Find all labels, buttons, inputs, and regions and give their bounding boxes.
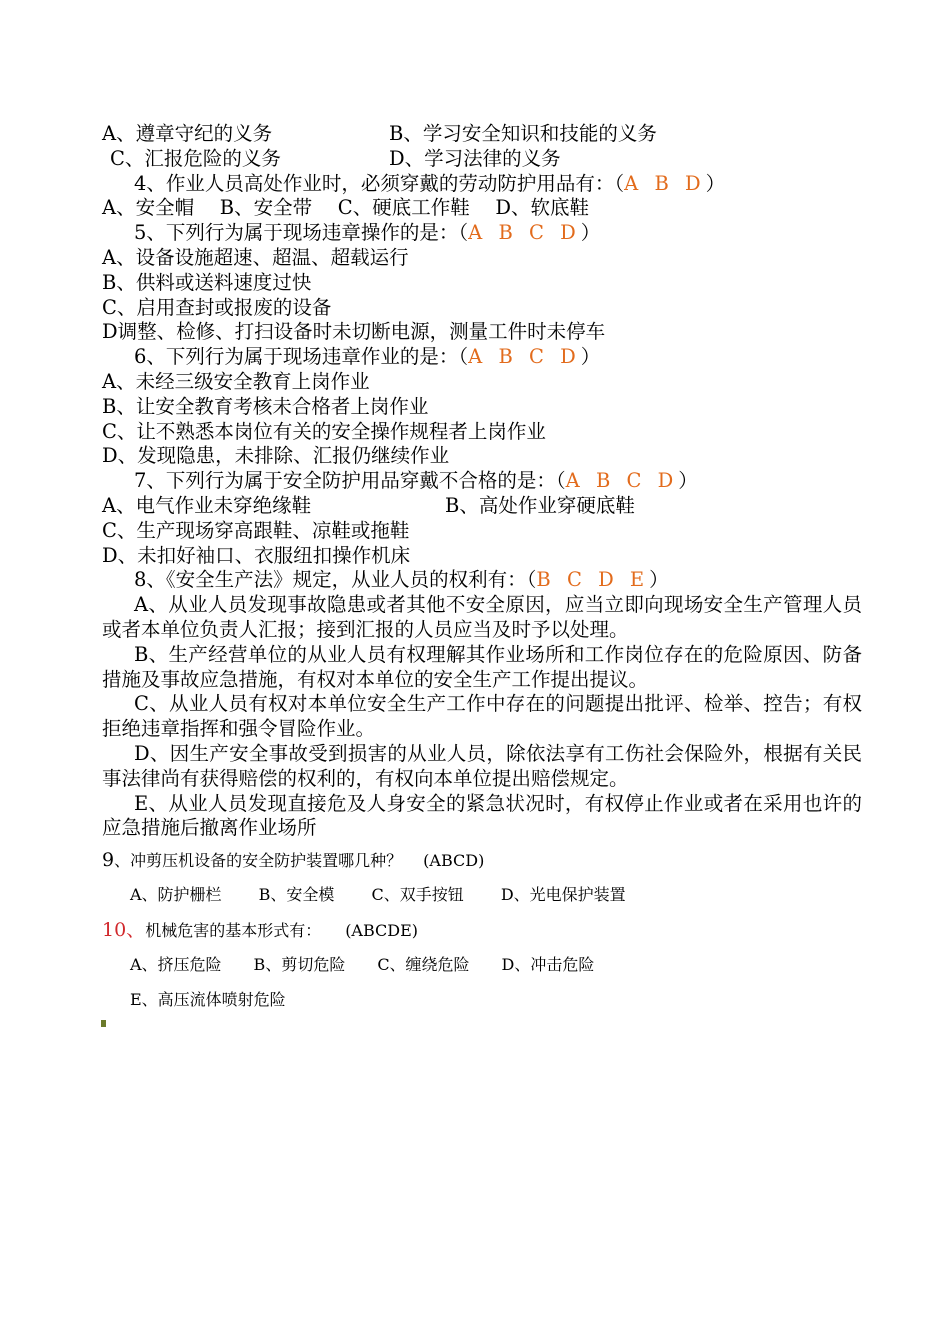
q3-option-b: B、学习安全知识和技能的义务 xyxy=(389,122,657,145)
q4-stem: 4、作业人员高处作业时，必须穿戴的劳动防护用品有：（A B D） xyxy=(134,171,726,195)
q5-option-c: C、启用查封或报废的设备 xyxy=(102,295,332,319)
q6-option-c: C、让不熟悉本岗位有关的安全操作规程者上岗作业 xyxy=(102,419,546,443)
q6-option-a: A、未经三级安全教育上岗作业 xyxy=(102,369,370,393)
q8-paragraph-c: C、从业人员有权对本单位安全生产工作中存在的问题提出批评、检举、控告；有权拒绝违章指挥和强令冒险作业。 xyxy=(102,692,862,741)
q10-option-e: E、高压流体喷射危险 xyxy=(130,990,286,1009)
q3-option-d: D、学习法律的义务 xyxy=(389,146,561,170)
q7-option-b: B、高处作业穿硬底鞋 xyxy=(445,493,635,517)
q6-answer: A B C D xyxy=(468,345,581,369)
q8-answer: B C D E xyxy=(536,568,650,592)
q6-option-b: B、让安全教育考核未合格者上岗作业 xyxy=(102,394,429,418)
q3-option-a: A、遵章守纪的义务 xyxy=(102,122,273,145)
q3-options-row-1 xyxy=(102,122,862,147)
q5-option-a: A、设备设施超速、超温、超载运行 xyxy=(102,245,409,269)
q8-paragraph-a: A、从业人员发现事故隐患或者其他不安全原因，应当立即向现场安全生产管理人员或者本单位负责人汇报；接到汇报的人员应当及时予以处理。 xyxy=(102,593,862,641)
question-block xyxy=(102,122,862,841)
q8-paragraph-e: E、从业人员发现直接危及人身安全的紧急状况时，有权停止作业或者在采用也许的应急措施后撤离作业场所 xyxy=(102,791,862,840)
q5-stem: 5、下列行为属于现场违章操作的是：（A B C D） xyxy=(134,221,601,245)
q6-option-d: D、发现隐患，未排除、汇报仍继续作业 xyxy=(102,444,450,468)
page-marker-icon xyxy=(101,1020,106,1027)
q6-stem: 6、下列行为属于现场违章作业的是：（A B C D） xyxy=(134,345,601,369)
q8-paragraph-b: B、生产经营单位的从业人员有权理解其作业场所和工作岗位存在的危险原因、防备措施及事故应急措施，有权对本单位的安全生产工作提出提议。 xyxy=(102,642,862,691)
q7-option-a: A、电气作业未穿绝缘鞋 xyxy=(102,493,312,517)
q10-number: 10、 xyxy=(102,919,146,941)
q9-stem: 9、冲剪压机设备的安全防护装置哪几种？ (ABCD) xyxy=(102,849,485,871)
q9-number: 9 xyxy=(102,849,115,871)
q8-stem: 8、《安全生产法》规定，从业人员的权利有：（B C D E） xyxy=(134,568,669,592)
q4-answer: A B D xyxy=(624,171,706,195)
q3-options-row-2 xyxy=(102,147,862,172)
q5-option-d: D调整、检修、打扫设备时未切断电源，测量工件时未停车 xyxy=(102,320,606,344)
q4-options: A、安全帽 B、安全带 C、硬底工作鞋 D、软底鞋 xyxy=(102,196,590,220)
q3-option-c: C、汇报危险的义务 xyxy=(110,146,281,170)
q7-stem: 7、下列行为属于安全防护用品穿戴不合格的是：（A B C D） xyxy=(134,469,698,493)
q7-option-d: D、未扣好袖口、衣服纽扣操作机床 xyxy=(102,543,411,567)
q7-option-c: C、生产现场穿高跟鞋、凉鞋或拖鞋 xyxy=(102,518,410,542)
q5-answer: A B C D xyxy=(468,221,581,245)
q7-answer: A B C D xyxy=(565,469,679,493)
q8-paragraph-d: D、因生产安全事故受到损害的从业人员，除依法享有工伤社会保险外，根据有关民事法律尚有获得赔偿的权利的，有权向本单位提出赔偿规定。 xyxy=(102,741,862,790)
q5-option-b: B、供料或送料速度过快 xyxy=(102,270,312,294)
q7-options-row-1 xyxy=(102,494,862,519)
q10-stem: 10、机械危害的基本形式有： (ABCDE) xyxy=(102,919,419,941)
q10-options: A、挤压危险 B、剪切危险 C、缠绕危险 D、冲击危险 xyxy=(130,955,595,974)
q9-options: A、防护栅栏 B、安全模 C、双手按钮 D、光电保护装置 xyxy=(130,885,626,904)
